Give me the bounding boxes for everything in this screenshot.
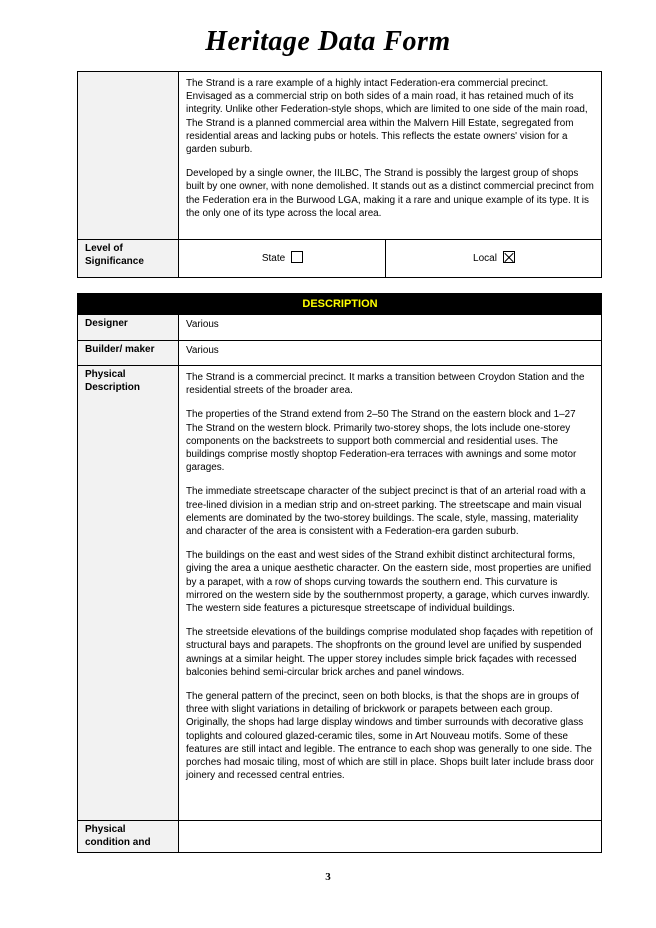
paragraph: The immediate streetscape character of the subject precinct is that of an arterial road with a tree-lined division in a median strip and on-street parking. The streetscape and main visual elements are dominated by the two-storey buildings. The scale, style, massing, materiality and character of the area is consistent with a Federation-era garden suburb. — [186, 486, 586, 538]
paragraph: The streetside elevations of the buildings comprise modulated shop façades with repetition of structural bays and parapets. The shopfronts on the ground level are unified by suspended awnings at a similar height. The upper storey includes simple brick façades with recessed balconies behind semi-circular brick arches and panel windows. — [186, 627, 593, 678]
paragraph: The properties of the Strand extend from 2–50 The Strand on the eastern block and 1–27 The Strand on the western block. Primarily two-storey shops, the lots include one-storey components on the backstreets to support both commercial and residential uses. The buildings comprise mostly shoptop Federation-era terraces with awnings and some motor garages. — [186, 409, 577, 474]
builder-row — [78, 341, 602, 366]
statement-text — [179, 72, 602, 240]
state-option-cell — [179, 240, 386, 278]
description-table — [77, 293, 602, 853]
paragraph: The Strand is a commercial precinct. It marks a transition between Croydon Station and the residential streets of the broader area. — [186, 372, 585, 397]
paragraph: The general pattern of the precinct, seen on both blocks, is that the shops are in groups of three with slight variations in detailing of brickwork or parapets between each group. Originally, the shops had large display windows and timber surrounds with decorative glass toplights and coloured glazed-ceramic tiles, some in Art Nouveau motifs. Some of these features are still intact and legible. The entrance to each shop was generally to one side. The porches had mosaic tiling, most of which are still in place. Shops built later include brass door joinery and recessed central entries. — [186, 691, 594, 782]
builder-value: Various — [179, 341, 602, 366]
paragraph: The Strand is a rare example of a highly intact Federation-era commercial precinct. Envisaged as a commercial strip on both sides of a main road, it has retained much of its integrity. Unlike other Federation-style shops, which are limited to one side of the main road, The Strand is a planned commercial area within the Malvern Hill Estate, segregated from residential areas and lacking pubs or hotels. This reflects the estate owners' vision for a garden suburb. — [186, 78, 588, 156]
level-of-significance-row — [78, 240, 602, 278]
page-number: 3 — [325, 871, 331, 883]
state-option-label: State — [261, 253, 286, 265]
physical-condition-label: Physical condition and — [78, 821, 179, 853]
physical-description-text — [179, 366, 602, 821]
designer-value: Various — [179, 315, 602, 341]
physical-condition-value — [179, 821, 602, 853]
statement-label-cell — [78, 72, 179, 240]
physical-condition-row — [78, 821, 602, 853]
significance-table — [77, 71, 602, 278]
description-section-header: DESCRIPTION — [78, 294, 602, 315]
paragraph: The buildings on the east and west sides of the Strand exhibit distinct architectural forms, giving the area a unique aesthetic character. On the eastern side, most properties are unified by a parapet, with a row of shops curving towards the southern end. This curvature is mirrored on the western side by the southernmost property, a garage, which curves inwardly. The western side features a picturesque streetscape of individual buildings. — [186, 550, 592, 615]
local-option-cell — [386, 240, 602, 278]
local-checkbox[interactable] — [503, 251, 515, 263]
paragraph: Developed by a single owner, the IILBC, The Strand is possibly the largest group of shops built by one owner, with none demolished. It stands out as a distinct commercial precinct from the Federation era in the Burwood LGA, making it a rare and unique example of its type. It is the only one of its type across the local area. — [186, 168, 594, 219]
statement-row — [78, 72, 602, 240]
designer-label: Designer — [78, 315, 179, 341]
physical-description-row — [78, 366, 602, 821]
description-header-row — [78, 294, 602, 315]
physical-description-label: Physical Description — [78, 366, 179, 821]
builder-label: Builder/ maker — [78, 341, 179, 366]
state-checkbox[interactable] — [291, 251, 303, 263]
page-title: Heritage Data Form — [205, 26, 451, 57]
designer-row — [78, 315, 602, 341]
level-of-significance-label: Level of Significance — [78, 240, 179, 278]
local-option-label: Local — [473, 253, 497, 265]
